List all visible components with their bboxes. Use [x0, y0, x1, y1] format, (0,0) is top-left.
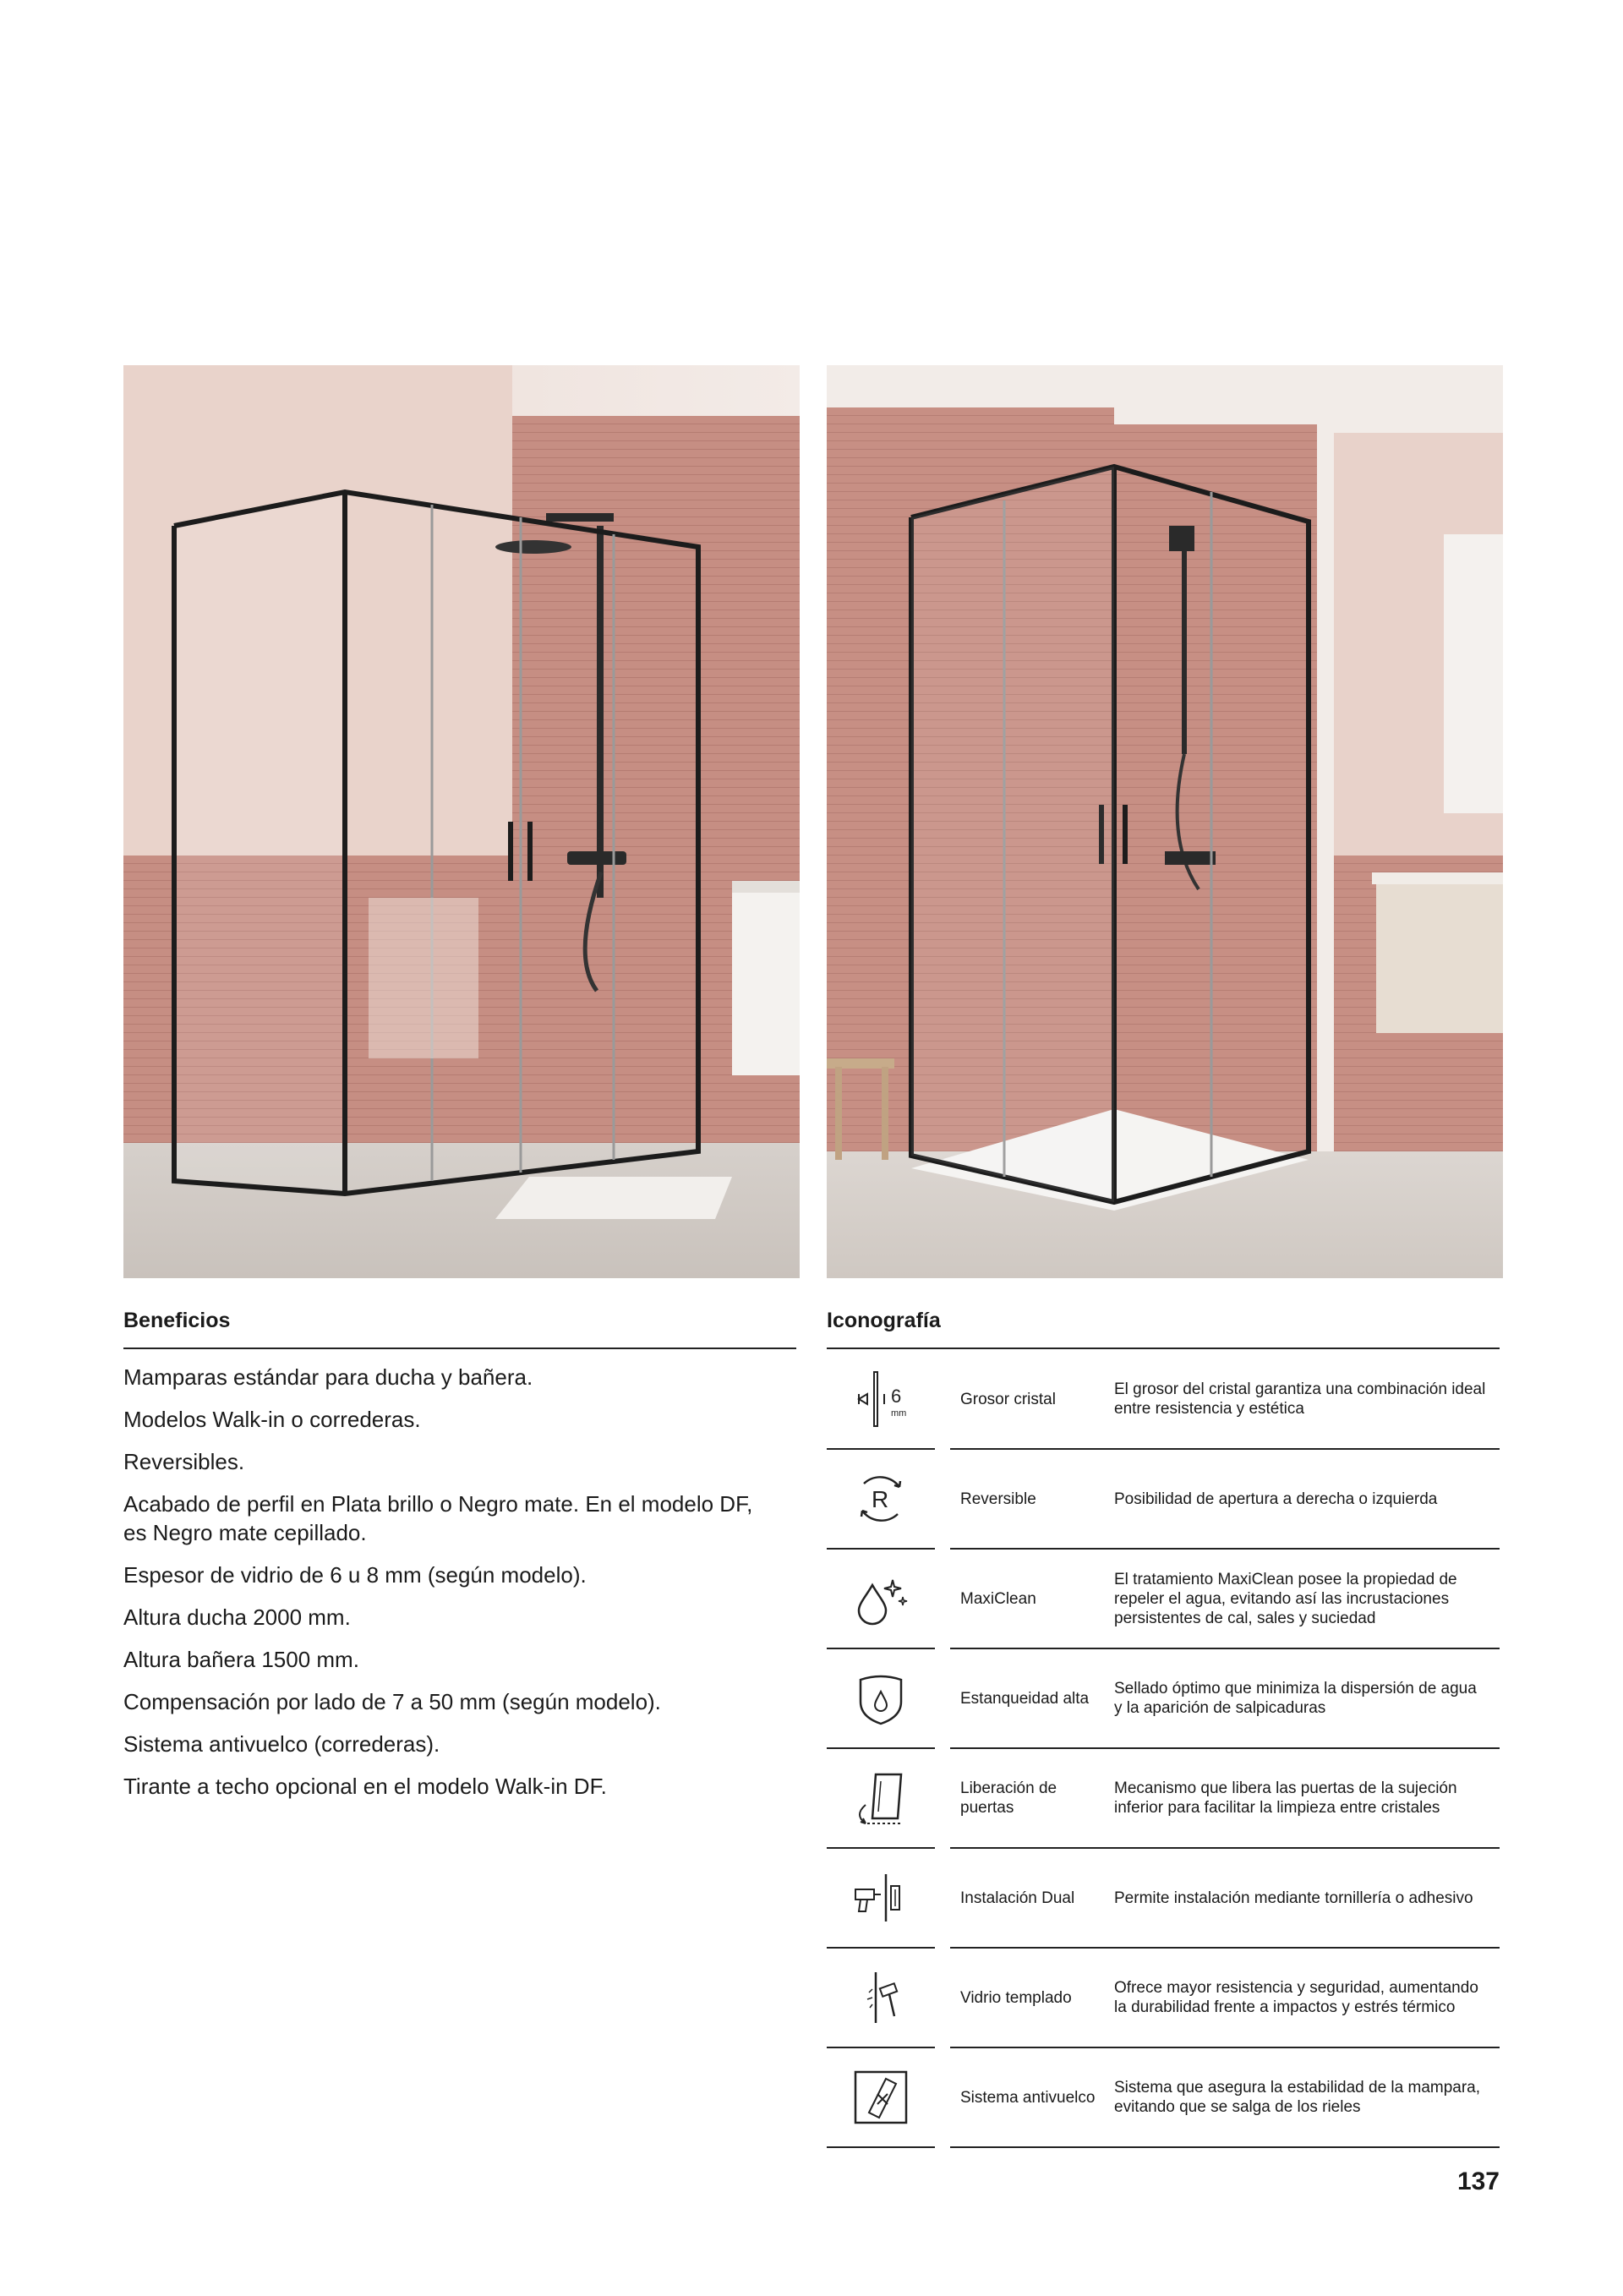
list-item: Altura bañera 1500 mm. — [123, 1647, 359, 1672]
icon-description: Permite instalación mediante tornillería o adhesivo — [1114, 1889, 1473, 1907]
icon-value: 6 — [891, 1386, 902, 1407]
beneficios-list — [123, 1363, 766, 1814]
shield-drop-icon — [827, 1649, 935, 1747]
shower-photo-rectangular — [123, 365, 800, 1278]
icon-name: Grosor cristal — [960, 1390, 1056, 1408]
icon-name: Vidrio templado — [960, 1988, 1072, 2007]
icon-description: El tratamiento MaxiClean posee la propiedad de repeler el agua, evitando así las incrustaciones persistentes de cal, sales y suciedad — [1114, 1570, 1457, 1627]
page-number: 137 — [1456, 2168, 1500, 2195]
reversible-icon — [827, 1450, 935, 1548]
list-item: Reversibles. — [123, 1449, 245, 1474]
icon-row-instalacion — [827, 1849, 1500, 1949]
drill-dual-install-icon — [827, 1849, 935, 1947]
list-item: Sistema antivuelco (correderas). — [123, 1731, 440, 1757]
icon-row-maxiclean — [827, 1550, 1500, 1649]
icon-name: Instalación Dual — [960, 1889, 1075, 1907]
icon-description: Sistema que asegura la estabilidad de la mampara, evitando que se salga de los rieles — [1114, 2079, 1481, 2116]
list-item: Tirante a techo opcional en el modelo Walk-in DF. — [123, 1774, 607, 1799]
row-divider — [950, 2146, 1500, 2148]
list-item: Altura ducha 2000 mm. — [123, 1604, 351, 1630]
door-release-icon — [827, 1749, 935, 1847]
icon-description: Posibilidad de apertura a derecha o izquierda — [1114, 1490, 1438, 1508]
row-divider — [827, 2146, 935, 2148]
icon-row-estanqueidad — [827, 1649, 1500, 1749]
icon-row-liberacion — [827, 1749, 1500, 1849]
icon-description: Mecanismo que libera las puertas de la sujeción inferior para facilitar la limpieza entre cristales — [1114, 1779, 1457, 1817]
anti-tip-icon — [827, 2048, 935, 2146]
icon-description: El grosor del cristal garantiza una combinación ideal entre resistencia y estética — [1114, 1380, 1486, 1418]
icon-name: MaxiClean — [960, 1589, 1036, 1608]
iconografia-title: Iconografía — [827, 1309, 941, 1332]
maxiclean-drop-icon — [827, 1550, 935, 1648]
icon-row-antivuelco — [827, 2048, 1500, 2148]
list-item: Compensación por lado de 7 a 50 mm (según modelo). — [123, 1689, 661, 1714]
shower-photo-corner — [827, 365, 1503, 1278]
icon-name: Reversible — [960, 1490, 1036, 1508]
glass-thickness-icon — [827, 1350, 935, 1448]
list-item: Acabado de perfil en Plata brillo o Negro mate. En el modelo DF, es Negro mate cepillado. — [123, 1491, 753, 1545]
icon-row-vidrio — [827, 1949, 1500, 2048]
icon-description: Sellado óptimo que minimiza la dispersión de agua y la aparición de salpicaduras — [1114, 1680, 1477, 1717]
beneficios-title: Beneficios — [123, 1309, 231, 1332]
beneficios-divider — [123, 1348, 796, 1349]
icon-name: Sistema antivuelco — [960, 2088, 1096, 2107]
icon-name: Estanqueidad alta — [960, 1689, 1090, 1708]
icon-name: Liberación de puertas — [960, 1779, 1057, 1817]
list-item: Espesor de vidrio de 6 u 8 mm (según modelo). — [123, 1562, 587, 1588]
list-item: Mamparas estándar para ducha y bañera. — [123, 1364, 533, 1390]
icon-description: Ofrece mayor resistencia y seguridad, aumentando la durabilidad frente a impactos y estrés térmico — [1114, 1979, 1478, 2016]
list-item: Modelos Walk-in o correderas. — [123, 1407, 421, 1432]
icon-row-reversible — [827, 1450, 1500, 1550]
iconografia-divider — [827, 1348, 1500, 1349]
icon-row-grosor — [827, 1350, 1500, 1450]
hammer-glass-icon — [827, 1949, 935, 2047]
icon-unit: mm — [891, 1408, 907, 1419]
icon-letter: R — [872, 1486, 889, 1512]
